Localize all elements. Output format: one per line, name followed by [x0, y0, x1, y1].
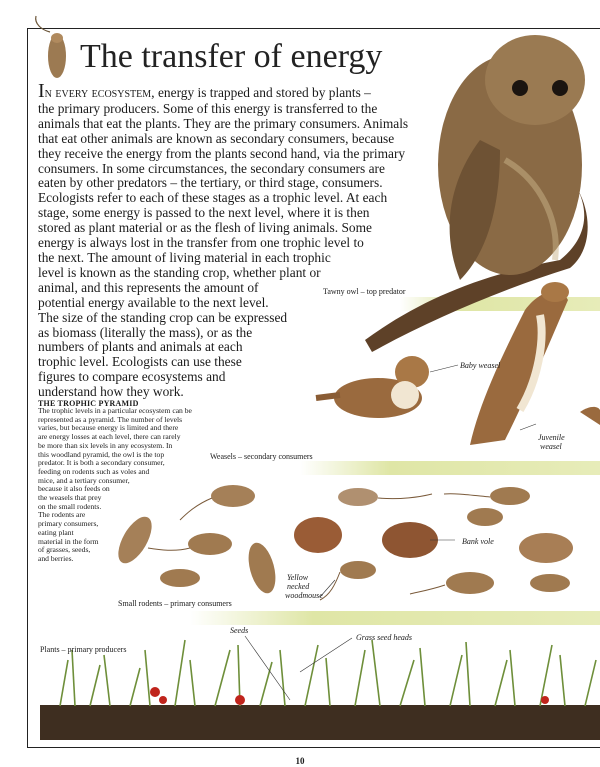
- sidebar-line: and berries.: [38, 553, 74, 563]
- intro-line: they receive the energy from the plants second hand, via the primary: [38, 145, 406, 161]
- intro-line: animals that eat the plants. They are the primary consumers. Animals: [38, 115, 409, 131]
- sidebar-line: material in the form: [38, 536, 99, 546]
- yellow-necked-woodmouse: [340, 561, 376, 579]
- page-title: The transfer of energy: [80, 38, 383, 75]
- intro-line: that eat other animals are known as secondary consumers, because: [38, 130, 395, 146]
- drop-cap: I: [38, 80, 45, 102]
- rodent: [338, 488, 378, 506]
- leader-line: [430, 365, 458, 372]
- rodent: [490, 487, 530, 505]
- leader-line: [520, 424, 536, 430]
- sidebar-line: represented as a pyramid. The number of levels: [38, 414, 183, 424]
- intro-line: the next. The amount of living material in each trophic: [38, 249, 331, 265]
- grass: [60, 640, 596, 706]
- intro-line: Ecologists refer to each of these stages as a trophic level. At each: [38, 190, 388, 206]
- rodent: [160, 569, 200, 587]
- sidebar-line: on the small rodents.: [38, 501, 102, 511]
- rodent: [112, 511, 159, 568]
- intro-lead: n every ecosystem,: [44, 86, 155, 101]
- intro-line: eaten by other predators – the tertiary, or third stage, consumers.: [38, 175, 383, 191]
- weasels-label: Weasels – secondary consumers: [210, 452, 313, 461]
- intro-line: as biomass (literally the mass), or as the: [38, 324, 253, 340]
- intro-line: potential energy available to the next level.: [38, 294, 269, 310]
- intro-line: understand how they work.: [38, 384, 184, 400]
- sidebar-line: eating plant: [38, 527, 74, 537]
- weasel-tail-edge: [580, 407, 600, 425]
- intro-line: level is known as the standing crop, whether plant or: [38, 264, 321, 280]
- woodmouse-label-3: woodmouse: [285, 591, 323, 600]
- owl-label: Tawny owl – top predator: [323, 287, 406, 296]
- sidebar-line: because it also feeds on: [38, 484, 110, 494]
- intro-line: numbers of plants and animals at each: [38, 339, 243, 355]
- berry: [235, 695, 245, 705]
- baby-weasel-label: Baby weasel: [460, 361, 501, 370]
- rodent: [530, 574, 570, 592]
- intro-line: energy is trapped and stored by plants –: [157, 85, 371, 100]
- sidebar-line: mice, and a tertiary consumer,: [38, 475, 130, 485]
- sidebar-heading: THE TROPHIC PYRAMID: [38, 399, 139, 408]
- grass-seed-heads-label: Grass seed heads: [356, 633, 412, 642]
- sidebar-line: be more than six levels in any ecosystem. In: [38, 440, 173, 450]
- berry: [150, 687, 160, 697]
- berry: [541, 696, 549, 704]
- rodent: [244, 540, 281, 596]
- intro-line: figures to compare ecosystems and: [38, 369, 226, 385]
- rodents-label: Small rodents – primary consumers: [118, 599, 232, 608]
- berries: [150, 687, 549, 705]
- rodent: [519, 533, 573, 563]
- tawny-owl: [438, 35, 585, 280]
- sidebar-line: The trophic levels in a particular ecosystem can be: [38, 406, 192, 415]
- sidebar-line: the weasels that prey: [38, 493, 102, 503]
- berry: [159, 696, 167, 704]
- sidebar-line: predator. It is both a secondary consumer,: [38, 458, 165, 468]
- plants-label: Plants – primary producers: [40, 645, 127, 654]
- juvenile-weasel-label-1: Juvenile: [538, 433, 565, 442]
- intro-line: animal, and this represents the amount of: [38, 279, 259, 295]
- soil: [40, 705, 600, 740]
- bank-vole-label: Bank vole: [462, 537, 494, 546]
- juvenile-weasel-label-2: weasel: [540, 442, 562, 451]
- sidebar-line: varies, but because energy is limited and there: [38, 423, 179, 433]
- leader-line: [245, 636, 290, 700]
- sidebar-line: feeding on rodents such as voles and: [38, 466, 150, 476]
- woodmouse-label-2: necked: [287, 582, 310, 591]
- sidebar-line: The rodents are: [38, 510, 86, 520]
- sidebar-line: are energy losses at each level, there can rarely: [38, 432, 181, 442]
- bank-vole-small: [294, 517, 342, 553]
- intro-line: consumers. In some circumstances, the secondary consumers are: [38, 160, 385, 176]
- intro-line: stage, some energy is passed to the next level, where it is then: [38, 205, 370, 221]
- intro-line: energy is always lost in the transfer from one trophic level to: [38, 235, 364, 251]
- intro-line: trophic level. Ecologists can use these: [38, 354, 242, 370]
- seeds-label: Seeds: [230, 626, 249, 635]
- sidebar-line: this woodland pyramid, the owl is the top: [38, 449, 165, 459]
- intro-line: the primary producers. Some of this energy is transferred to the: [38, 100, 378, 116]
- baby-weasel: [316, 356, 429, 418]
- rodent: [188, 533, 232, 555]
- woodmouse-label-1: Yellow: [287, 573, 309, 582]
- bank-vole: [382, 522, 438, 558]
- sidebar-line: of grasses, seeds,: [38, 545, 91, 555]
- rodents-group: [112, 485, 573, 600]
- intro-line: The size of the standing crop can be expressed: [38, 309, 288, 325]
- rodent: [211, 485, 255, 507]
- rodent: [467, 508, 503, 526]
- page-number: 10: [295, 756, 305, 766]
- intro-line: stored as plant material or as the flesh of living animals. Some: [38, 220, 372, 236]
- sidebar-line: primary consumers,: [38, 519, 99, 529]
- rodent: [446, 572, 494, 594]
